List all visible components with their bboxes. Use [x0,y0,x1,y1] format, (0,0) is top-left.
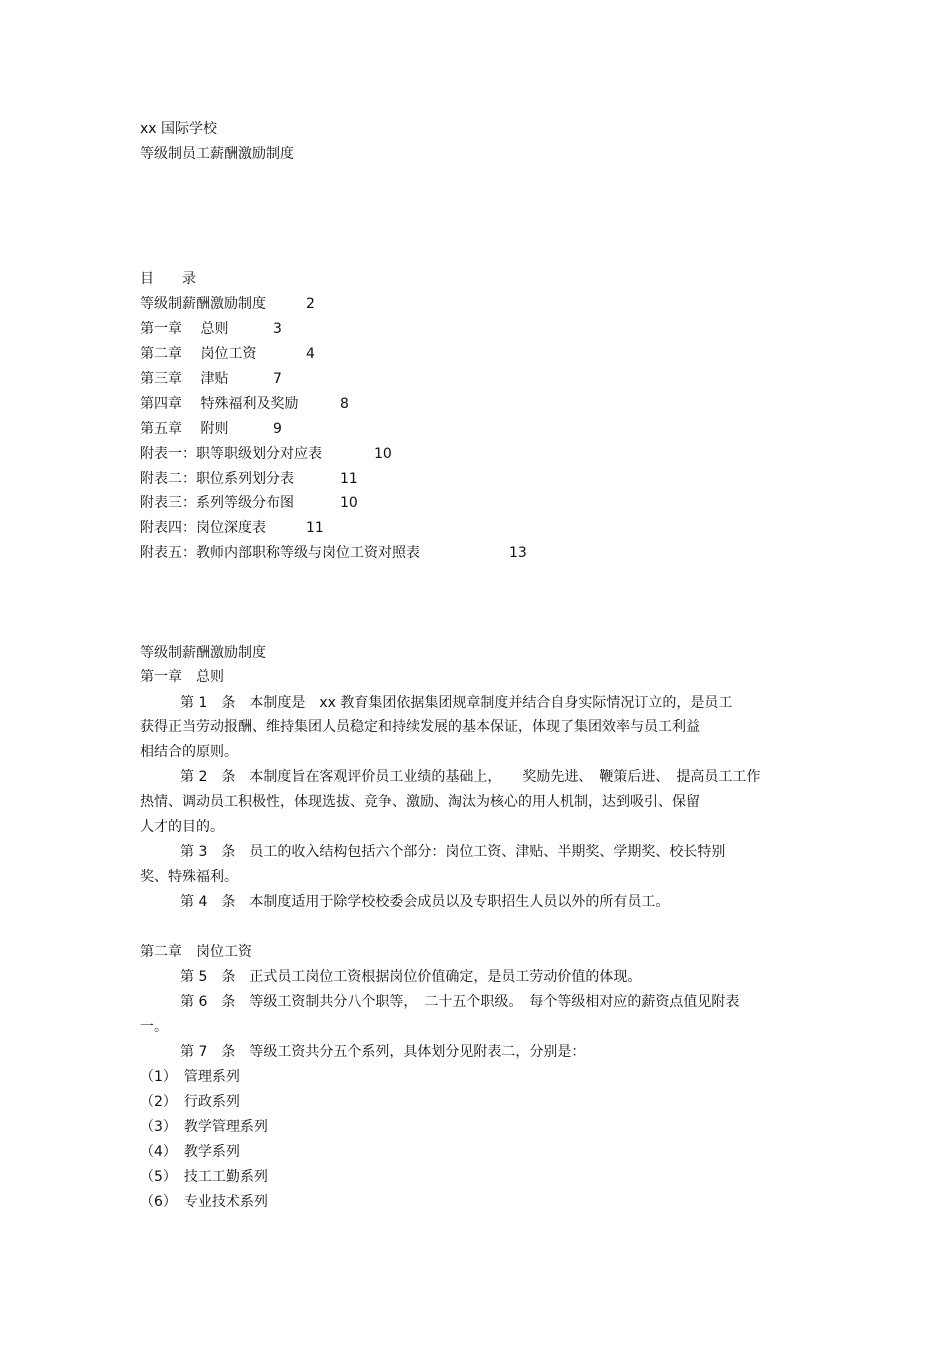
article-line: 奖、特殊福利。 [140,869,238,885]
article-line: 相结合的原则。 [140,744,238,760]
toc-item-label[interactable]: 附表四：岗位深度表 [140,520,266,536]
article-line: 第 5 条 正式员工岗位工资根据岗位价值确定，是员工劳动价值的体现。 [180,969,642,985]
article-line: 第 3 条 员工的收入结构包括六个部分：岗位工资、津贴、半期奖、学期奖、校长特别 [180,844,726,860]
article-line: 第 7 条 等级工资共分五个系列，具体划分见附表二，分别是： [180,1044,586,1060]
article-line: 第 6 条 等级工资制共分八个职等， 二十五个职级。 每个等级相对应的薪资点值见附表 [180,994,740,1010]
toc-item-page: 10 [340,495,358,511]
toc-item-label[interactable]: 附表一：职等职级划分对应表 [140,446,322,462]
toc-item-label[interactable]: 附表三：系列等级分布图 [140,495,294,511]
article-line: 人才的目的。 [140,819,224,835]
list-item: （6） 专业技术系列 [140,1194,268,1210]
toc-item-label[interactable]: 第四章 特殊福利及奖励 [140,396,299,412]
list-item: （3） 教学管理系列 [140,1119,268,1135]
toc-item-label[interactable]: 第二章 岗位工资 [140,346,257,362]
article-line: 第 2 条 本制度旨在客观评价员工业绩的基础上， 奖励先进、 鞭策后进、 提高员工工作 [180,769,761,785]
toc-heading: 目 录 [140,271,196,287]
list-item: （1） 管理系列 [140,1069,240,1085]
toc-item-page: 8 [340,396,349,412]
article-line: 第 1 条 本制度是 xx 教育集团依据集团规章制度并结合自身实际情况订立的，是员工 [180,695,733,711]
toc-item-page: 4 [306,346,315,362]
toc-item-page: 10 [374,446,392,462]
toc-item-label[interactable]: 第三章 津贴 [140,371,229,387]
chapter-heading: 第二章 岗位工资 [140,944,252,960]
article-line: 热情、调动员工积极性，体现选拔、竞争、激励、淘汰为核心的用人机制，达到吸引、保留 [140,794,700,810]
chapter-heading: 第一章 总则 [140,669,224,685]
toc-item-page: 3 [273,321,282,337]
toc-item-page: 9 [273,421,282,437]
toc-item-page: 11 [306,520,324,536]
list-item: （5） 技工工勤系列 [140,1169,268,1185]
toc-item-label[interactable]: 等级制薪酬激励制度 [140,296,266,312]
toc-item-label[interactable]: 第一章 总则 [140,321,229,337]
toc-item-label[interactable]: 附表五：教师内部职称等级与岗位工资对照表 [140,545,420,561]
article-line: 获得正当劳动报酬、维持集团人员稳定和持续发展的基本保证，体现了集团效率与员工利益 [140,719,700,735]
article-line: 第 4 条 本制度适用于除学校校委会成员以及专职招生人员以外的所有员工。 [180,894,670,910]
toc-item-page: 11 [340,471,358,487]
school-name: xx 国际学校 [140,121,218,137]
article-line: 一。 [140,1019,168,1035]
list-item: （2） 行政系列 [140,1094,240,1110]
toc-item-page: 2 [306,296,315,312]
toc-item-label[interactable]: 附表二：职位系列划分表 [140,471,294,487]
toc-item-page: 7 [273,371,282,387]
list-item: （4） 教学系列 [140,1144,240,1160]
toc-item-label[interactable]: 第五章 附则 [140,421,229,437]
document-title: 等级制员工薪酬激励制度 [140,146,294,162]
toc-item-page: 13 [509,545,527,561]
section-title: 等级制薪酬激励制度 [140,645,266,661]
